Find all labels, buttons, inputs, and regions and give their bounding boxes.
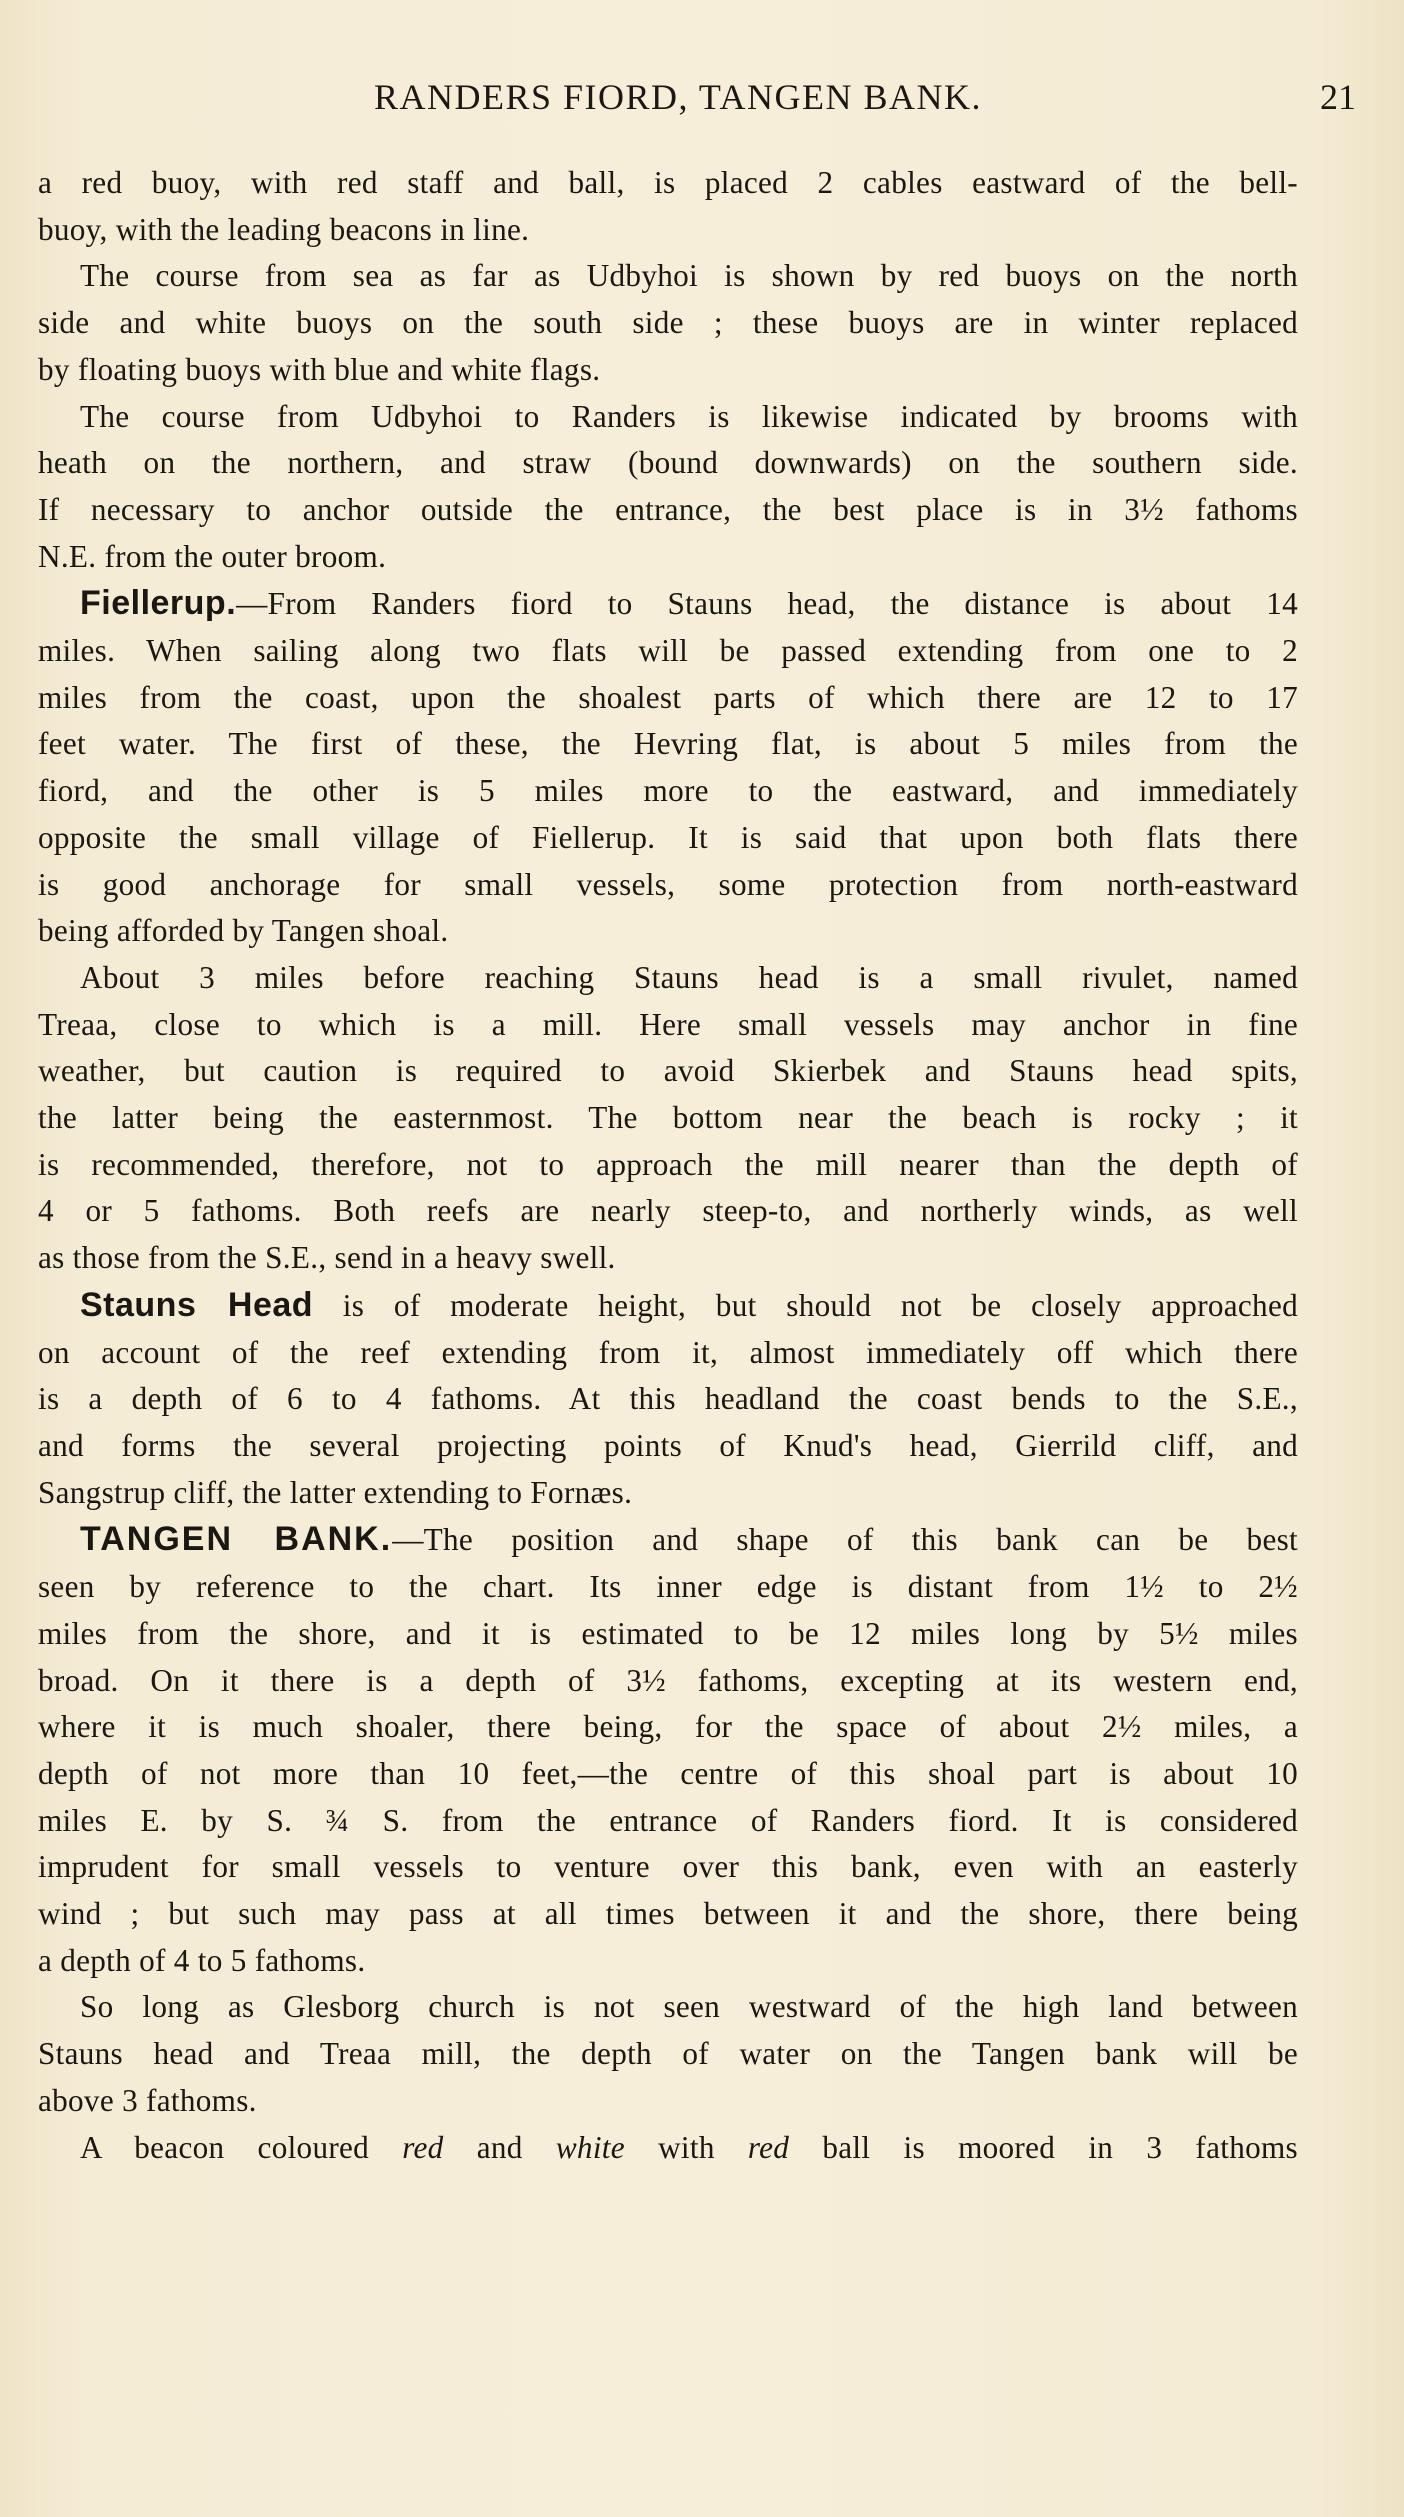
italic-word: red: [747, 2129, 790, 2165]
text-line: About 3 miles before reaching Stauns head is a small rivulet, named: [80, 959, 1298, 995]
page-number: 21: [1320, 77, 1356, 117]
text-line: is good anchorage for small vessels, some protection from north-eastward: [38, 866, 1298, 902]
paragraph-fiellerup: [38, 580, 1298, 955]
paragraph: [38, 955, 1298, 1282]
paragraph: [38, 160, 1298, 253]
text-line: The course from sea as far as Udbyhoi is shown by red buoys on the north: [80, 258, 1298, 294]
text-line: imprudent for small vessels to venture over this bank, even with an easterly: [38, 1849, 1298, 1885]
section-heading-stauns-head: Stauns Head: [80, 1285, 314, 1324]
text-line: So long as Glesborg church is not seen westward of the high land between: [80, 1989, 1298, 2025]
paragraph: [38, 253, 1298, 393]
italic-word: white: [555, 2129, 625, 2165]
text-line: Treaa, close to which is a mill. Here small vessels may anchor in fine: [38, 1006, 1298, 1042]
text-line: feet water. The first of these, the Hevring flat, is about 5 miles from the: [38, 726, 1298, 762]
text-line: miles from the coast, upon the shoalest parts of which there are 12 to 17: [38, 679, 1298, 715]
text-line: [38, 1282, 1298, 1330]
text-line: seen by reference to the chart. Its inner edge is distant from 1½ to 2½: [38, 1569, 1298, 1605]
text-line: is a depth of 6 to 4 fathoms. At this headland the coast bends to the S.E.,: [38, 1381, 1298, 1417]
heading-continuation: —The position and shape of this bank can be best: [392, 1522, 1298, 1558]
text-run: with: [624, 2129, 748, 2165]
text-line: If necessary to anchor outside the entrance, the best place is in 3½ fathoms: [38, 491, 1298, 527]
text-line: depth of not more than 10 feet,—the centre of this shoal part is about 10: [38, 1755, 1298, 1791]
text-line: fiord, and the other is 5 miles more to the eastward, and immediately: [38, 773, 1298, 809]
text-line: a red buoy, with red staff and ball, is placed 2 cables eastward of the bell-: [38, 165, 1298, 200]
paragraph: [38, 2125, 1298, 2172]
text-line: miles E. by S. ¾ S. from the entrance of Randers fiord. It is considered: [38, 1802, 1298, 1838]
text-line: opposite the small village of Fiellerup. It is said that upon both flats there: [38, 819, 1298, 855]
section-heading-tangen-bank: TANGEN BANK.: [80, 1520, 393, 1559]
text-line: the latter being the easternmost. The bottom near the beach is rocky ; it: [38, 1100, 1298, 1136]
paragraph-stauns-head: [38, 1282, 1298, 1517]
text-line: wind ; but such may pass at all times between it and the shore, there being: [38, 1896, 1298, 1932]
text-line: Sangstrup cliff, the latter extending to Fornæs.: [38, 1474, 633, 1510]
text-line: miles. When sailing along two flats will be passed extending from one to 2: [38, 633, 1298, 669]
text-line: and forms the several projecting points of Knud's head, Gierrild cliff, and: [38, 1427, 1298, 1463]
text-line: The course from Udbyhoi to Randers is likewise indicated by brooms with: [80, 398, 1298, 434]
text-line: a depth of 4 to 5 fathoms.: [38, 1942, 366, 1978]
text-line: as those from the S.E., send in a heavy swell.: [38, 1240, 616, 1276]
heading-continuation: —From Randers fiord to Stauns head, the distance is about 14: [236, 586, 1298, 622]
running-head: RANDERS FIORD, TANGEN BANK.: [374, 77, 982, 117]
text-line: weather, but caution is required to avoid Skierbek and Stauns head spits,: [38, 1053, 1298, 1089]
body-text: [38, 160, 1298, 2171]
text-line: above 3 fathoms.: [38, 2082, 257, 2118]
text-line: by floating buoys with blue and white flags.: [38, 351, 601, 387]
section-heading-fiellerup: Fiellerup.: [80, 584, 237, 623]
text-run: A beacon coloured: [80, 2129, 403, 2165]
page-header: [38, 76, 1356, 132]
paragraph: [38, 394, 1298, 581]
text-line: on account of the reef extending from it, almost immediately off which there: [38, 1334, 1298, 1370]
text-run: and: [443, 2129, 556, 2165]
text-line: being afforded by Tangen shoal.: [38, 913, 449, 949]
text-line: [38, 2125, 1298, 2172]
text-run: ball is moored in 3 fathoms: [789, 2129, 1298, 2165]
text-line: N.E. from the outer broom.: [38, 538, 387, 574]
text-line: broad. On it there is a depth of 3½ fathoms, excepting at its western end,: [38, 1662, 1298, 1698]
paragraph-tangen-bank: [38, 1516, 1298, 1984]
text-line: heath on the northern, and straw (bound downwards) on the southern side.: [38, 445, 1298, 481]
paragraph: [38, 1984, 1298, 2124]
text-line: is recommended, therefore, not to approach the mill nearer than the depth of: [38, 1146, 1298, 1182]
text-line: [38, 580, 1298, 628]
text-line: Stauns head and Treaa mill, the depth of water on the Tangen bank will be: [38, 2036, 1298, 2072]
text-line: 4 or 5 fathoms. Both reefs are nearly steep-to, and northerly winds, as well: [38, 1193, 1298, 1229]
text-line: side and white buoys on the south side ; these buoys are in winter replaced: [38, 305, 1298, 341]
heading-continuation: is of moderate height, but should not be closely approached: [313, 1287, 1298, 1323]
text-line: miles from the shore, and it is estimated to be 12 miles long by 5½ miles: [38, 1615, 1298, 1651]
text-line: [38, 1516, 1298, 1564]
text-line: buoy, with the leading beacons in line.: [38, 211, 530, 247]
text-line: where it is much shoaler, there being, for the space of about 2½ miles, a: [38, 1709, 1298, 1745]
italic-word: red: [402, 2129, 444, 2165]
